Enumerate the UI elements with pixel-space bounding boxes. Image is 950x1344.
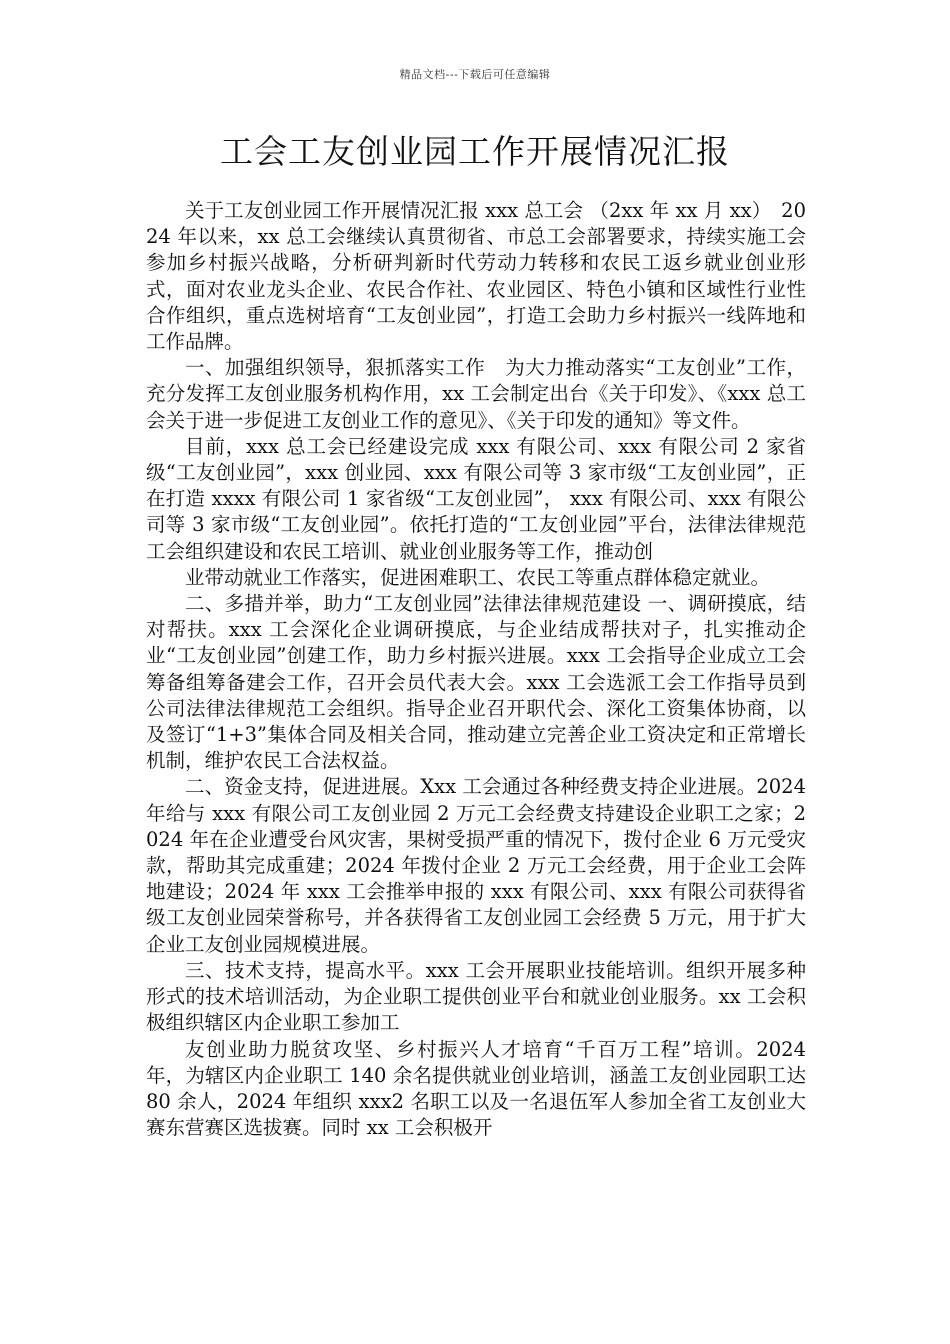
- paragraph-funding: 二、资金支持，促进进展。Xxx 工会通过各种经费支持企业进展。2024 年给与 xxx 有限公司工友创业园 2 万元工会经费支持建设企业职工之家；2024 年在企业遭受台风灾害，果树受损严重的情况下，拨付企业 6 万元受灾款，帮助其完成重建；2024 年拨付企业 2 万元工会经费，用于企业工会阵地建设；2024 年 xxx 工会推举申报的 xxx 有限公司、xxx 有限公司获得省级工友创业园荣誉称号，并各获得省工友创业园工会经费 5 万元，用于扩大企业工友创业园规模进展。: [146, 775, 806, 956]
- paragraph-technical: 三、技术支持，提高水平。xxx 工会开展职业技能培训。组织开展多种形式的技术培训活动，为企业职工提供创业平台和就业创业服务。xx 工会积极组织辖区内企业职工参加工: [146, 958, 806, 1035]
- paragraph-current-status-cont: 业带动就业工作落实，促进困难职工、农民工等重点群体稳定就业。: [185, 565, 771, 589]
- paragraph-section-2: 二、多措并举，助力“工友创业园”法律法律规范建设 一、调研摸底，结对帮扶。xxx 工会深化企业调研摸底，与企业结成帮扶对子，扎实推动企业“工友创业园”创建工作，助力乡村振兴进展。xxx 工会指导企业成立工会筹备组筹备建会工作，召开会员代表大会。xxx 工会选派工会工作指导员到公司法律法律规范工会组织。指导企业召开职代会、深化工资集体协商，以及签订“1+3”集体合同及相关合同，推动建立完善企业工资决定和正常增长机制，维护农民工合法权益。: [146, 592, 806, 773]
- document-title: 工会工友创业园工作开展情况汇报: [220, 132, 730, 171]
- paragraph-intro: 关于工友创业园工作开展情况汇报 xxx 总工会 （2xx 年 xx 月 xx） 2024 年以来，xx 总工会继续认真贯彻省、市总工会部署要求，持续实施工会参加乡村振兴战略，分析研判新时代劳动力转移和农民工返乡就业创业形式，面对农业龙头企业、农民合作社、农业园区、特色小镇和区域性行业性合作组织，重点选树培育“工友创业园”，打造工会助力乡村振兴一线阵地和工作品牌。: [146, 199, 806, 354]
- paragraph-technical-cont: 友创业助力脱贫攻坚、乡村振兴人才培育“千百万工程”培训。2024 年，为辖区内企业职工 140 余名提供就业创业培训，涵盖工友创业园职工达 80 余人，2024 年组织 xxx2 名职工以及一名退伍军人参加全省工友创业大赛东营赛区选拔赛。同时 xx 工会积极开: [146, 1037, 806, 1140]
- header-note: 精品文档---下载后可任意编辑: [399, 68, 551, 81]
- paragraph-current-status: 目前，xxx 总工会已经建设完成 xxx 有限公司、xxx 有限公司 2 家省级“工友创业园”，xxx 创业园、xxx 有限公司等 3 家市级“工友创业园”，正在打造 xxxx 有限公司 1 家省级“工友创业园”， xxx 有限公司、xxx 有限公司等 3 家市级“工友创业园”。依托打造的“工友创业园”平台，法律法律规范工会组织建设和农民工培训、就业创业服务等工作，推动创: [146, 434, 806, 563]
- paragraph-section-1: 一、加强组织领导，狠抓落实工作 为大力推动落实“工友创业”工作，充分发挥工友创业服务机构作用，xx 工会制定出台《关于印发》、《xxx 总工会关于进一步促进工友创业工作的意见》、《关于印发的通知》等文件。: [146, 356, 806, 432]
- document-body: [146, 198, 806, 1141]
